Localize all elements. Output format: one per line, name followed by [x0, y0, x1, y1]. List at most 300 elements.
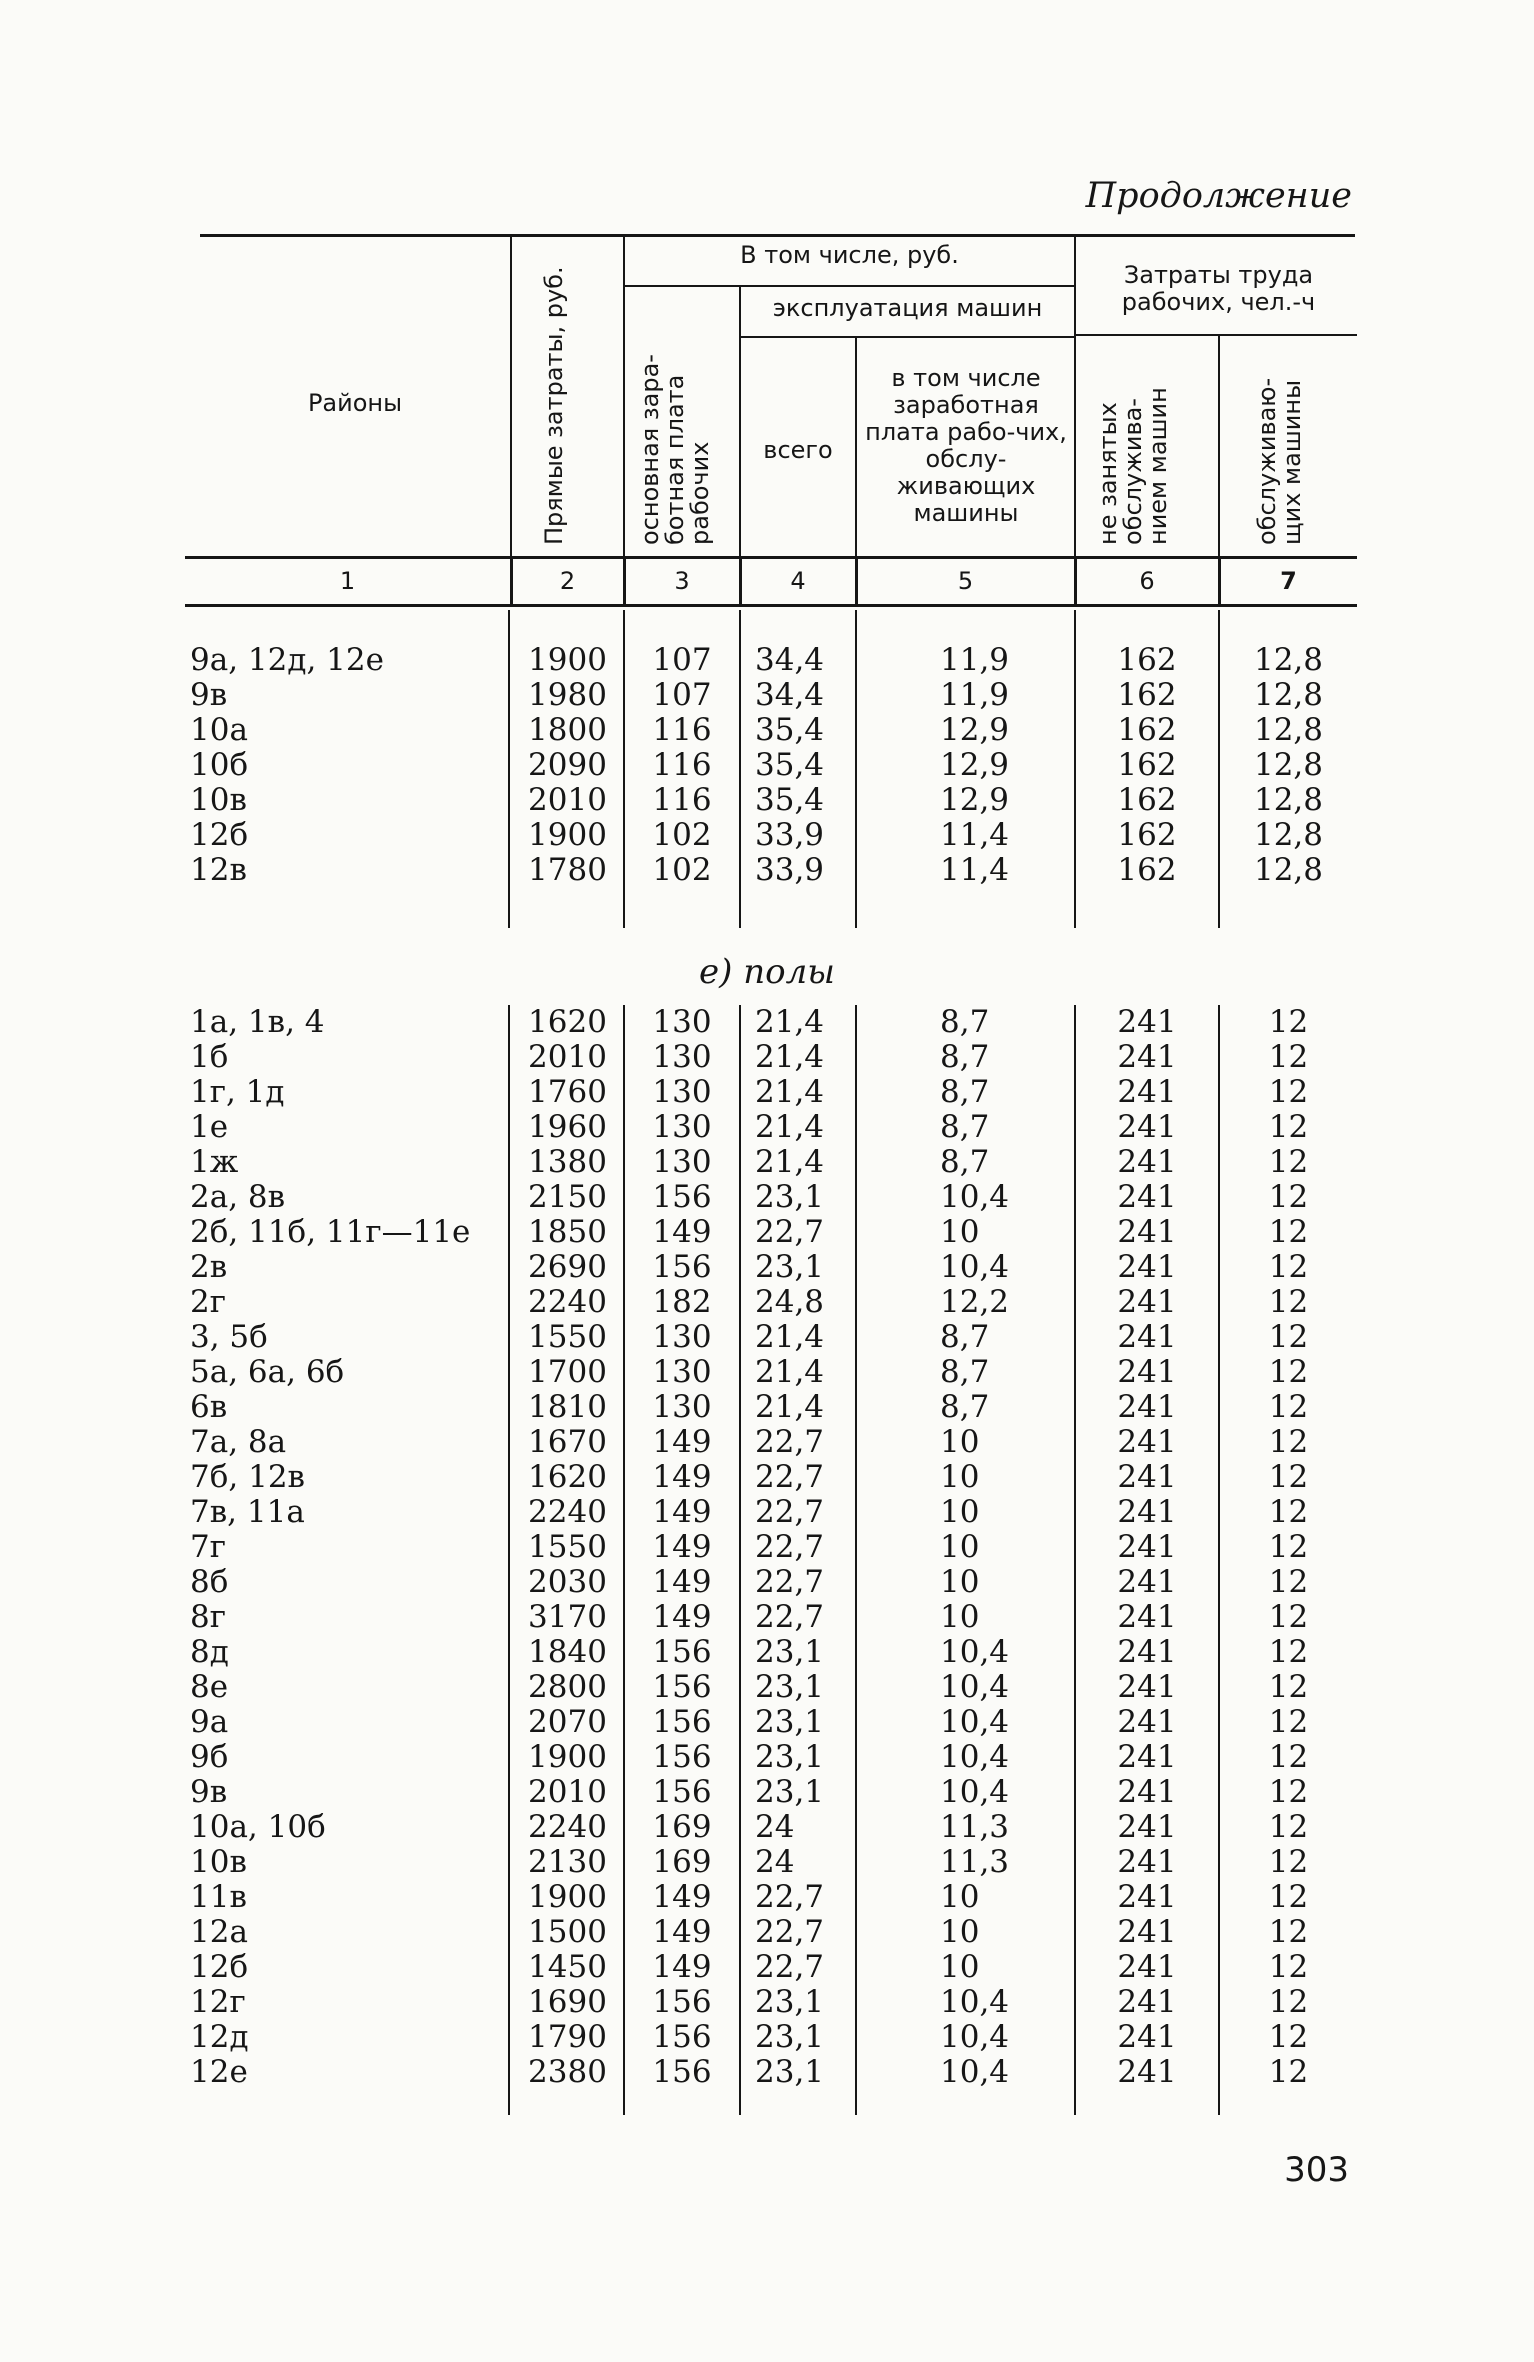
cell-labor-serving: 12,8 [1253, 852, 1324, 888]
table-row [185, 748, 1357, 783]
cell-district: 11в [190, 1879, 247, 1915]
cell-labor-not-serving: 241 [1117, 1634, 1177, 1670]
cell-machines-total: 21,4 [755, 1319, 825, 1355]
cell-machines-wage: 10,4 [940, 1704, 1010, 1740]
cell-base-wage: 149 [652, 1914, 712, 1950]
header-vline-3 [739, 287, 741, 556]
cell-machines-total: 21,4 [755, 1039, 825, 1075]
cell-machines-total: 21,4 [755, 1144, 825, 1180]
cell-district: 7б, 12в [190, 1459, 305, 1495]
cell-district: 6в [190, 1389, 228, 1425]
cell-labor-serving: 12 [1268, 1459, 1309, 1495]
cell-base-wage: 149 [652, 1879, 712, 1915]
cell-direct-costs: 1450 [528, 1949, 607, 1985]
cell-machines-wage: 10 [940, 1914, 980, 1950]
cell-machines-wage: 10,4 [940, 1739, 1010, 1775]
cell-labor-serving: 12 [1268, 1634, 1309, 1670]
cell-district: 12б [190, 817, 249, 853]
header-labor-group: Затраты труда рабочих, чел.-ч [1121, 261, 1316, 316]
cell-labor-serving: 12 [1268, 2054, 1309, 2090]
header-vline-6 [1218, 336, 1220, 556]
cell-base-wage: 149 [652, 1494, 712, 1530]
cell-district: 2г [190, 1284, 226, 1320]
cell-district: 1а, 1в, 4 [190, 1004, 325, 1040]
table-row [185, 1425, 1357, 1460]
cell-base-wage: 130 [652, 1144, 712, 1180]
header-incl-wage: в том числе заработная плата рабо-чих, обслу-живающих машины [865, 364, 1067, 527]
cell-labor-not-serving: 241 [1117, 1214, 1177, 1250]
cell-labor-not-serving: 241 [1117, 1879, 1177, 1915]
cell-base-wage: 156 [652, 2019, 712, 2055]
cell-labor-not-serving: 241 [1117, 1774, 1177, 1810]
header-serving: обслуживаю-щих машины [1253, 377, 1306, 545]
table-row [185, 1740, 1357, 1775]
cell-direct-costs: 1620 [528, 1004, 607, 1040]
cell-labor-serving: 12 [1268, 1319, 1309, 1355]
header-incl-group: В том числе, руб. [740, 241, 959, 269]
cell-machines-total: 33,9 [755, 852, 825, 888]
cell-district: 8е [190, 1669, 229, 1705]
cell-machines-wage: 8,7 [940, 1109, 990, 1145]
cell-labor-serving: 12 [1268, 1249, 1309, 1285]
table-row [185, 1985, 1357, 2020]
cell-labor-not-serving: 241 [1117, 1809, 1177, 1845]
cell-machines-wage: 10 [940, 1214, 980, 1250]
cell-base-wage: 102 [652, 852, 712, 888]
colnum-3: 3 [674, 567, 690, 595]
cell-labor-serving: 12 [1268, 1704, 1309, 1740]
cell-machines-total: 24 [755, 1844, 795, 1880]
cell-labor-not-serving: 162 [1117, 677, 1177, 713]
table-row [185, 1950, 1357, 1985]
cell-district: 9б [190, 1739, 229, 1775]
cell-base-wage: 107 [652, 642, 712, 678]
cell-labor-serving: 12 [1268, 1809, 1309, 1845]
cell-machines-wage: 8,7 [940, 1004, 990, 1040]
cell-machines-wage: 8,7 [940, 1389, 990, 1425]
cell-district: 9а, 12д, 12е [190, 642, 384, 678]
colnum-1: 1 [339, 567, 356, 595]
colnum-6: 6 [1139, 567, 1155, 595]
cell-machines-wage: 12,9 [940, 712, 1010, 748]
header-not-serving: не занятых обслужива-нием машин [1094, 387, 1172, 545]
cell-direct-costs: 1850 [528, 1214, 607, 1250]
cell-labor-not-serving: 241 [1117, 1354, 1177, 1390]
cell-machines-wage: 10,4 [940, 1774, 1010, 1810]
cell-district: 12б [190, 1949, 249, 1985]
cell-district: 1е [190, 1109, 229, 1145]
cell-machines-wage: 10,4 [940, 1634, 1010, 1670]
table-row [185, 853, 1357, 888]
cell-machines-wage: 10 [940, 1949, 980, 1985]
cell-labor-serving: 12 [1268, 1774, 1309, 1810]
cell-direct-costs: 2240 [528, 1284, 607, 1320]
cell-machines-total: 22,7 [755, 1459, 825, 1495]
cell-labor-not-serving: 162 [1117, 712, 1177, 748]
table-row [185, 643, 1357, 678]
table-row [185, 1810, 1357, 1845]
cell-base-wage: 156 [652, 1739, 712, 1775]
cell-base-wage: 156 [652, 1704, 712, 1740]
cell-direct-costs: 1700 [528, 1354, 607, 1390]
cell-base-wage: 149 [652, 1424, 712, 1460]
cell-base-wage: 130 [652, 1354, 712, 1390]
table-row [185, 1250, 1357, 1285]
cell-labor-serving: 12 [1268, 1494, 1309, 1530]
cell-base-wage: 149 [652, 1529, 712, 1565]
cell-labor-not-serving: 241 [1117, 1109, 1177, 1145]
cell-labor-serving: 12 [1268, 1914, 1309, 1950]
page-number: 303 [1284, 2150, 1349, 2190]
cell-machines-wage: 8,7 [940, 1074, 990, 1110]
table-row [185, 678, 1357, 713]
cell-direct-costs: 2130 [528, 1844, 607, 1880]
cell-direct-costs: 1980 [528, 677, 607, 713]
cell-district: 8б [190, 1564, 229, 1600]
table-row [185, 1040, 1357, 1075]
header-direct-costs: Прямые затраты, руб. [540, 266, 568, 545]
cell-machines-total: 22,7 [755, 1214, 825, 1250]
cell-machines-total: 22,7 [755, 1879, 825, 1915]
table-row [185, 713, 1357, 748]
cell-labor-not-serving: 162 [1117, 642, 1177, 678]
cell-labor-serving: 12,8 [1253, 817, 1324, 853]
cell-district: 1б [190, 1039, 229, 1075]
cell-base-wage: 182 [652, 1284, 712, 1320]
cell-base-wage: 156 [652, 1669, 712, 1705]
cell-labor-serving: 12,8 [1253, 782, 1324, 818]
cell-labor-not-serving: 241 [1117, 1459, 1177, 1495]
cell-direct-costs: 1800 [528, 712, 607, 748]
cell-machines-wage: 12,2 [940, 1284, 1010, 1320]
cell-district: 1г, 1д [190, 1074, 285, 1110]
cell-base-wage: 156 [652, 1179, 712, 1215]
cell-direct-costs: 2800 [528, 1669, 607, 1705]
cell-machines-total: 23,1 [755, 2054, 825, 2090]
table-top-rule [200, 234, 1355, 237]
cell-direct-costs: 2240 [528, 1809, 607, 1845]
cell-district: 3, 5б [190, 1319, 268, 1355]
cell-labor-serving: 12,8 [1253, 642, 1324, 678]
cell-base-wage: 102 [652, 817, 712, 853]
cell-base-wage: 156 [652, 1774, 712, 1810]
cell-district: 8г [190, 1599, 226, 1635]
cell-machines-total: 23,1 [755, 1739, 825, 1775]
cell-machines-wage: 11,4 [940, 852, 1010, 888]
cell-labor-serving: 12 [1268, 1879, 1309, 1915]
cell-direct-costs: 1550 [528, 1529, 607, 1565]
cell-labor-serving: 12 [1268, 1739, 1309, 1775]
cell-labor-not-serving: 241 [1117, 1599, 1177, 1635]
cell-labor-not-serving: 241 [1117, 1074, 1177, 1110]
section-title-floors: е) полы [699, 952, 835, 992]
header-vline-5 [1074, 236, 1076, 556]
table-row [185, 1390, 1357, 1425]
cell-labor-serving: 12 [1268, 1984, 1309, 2020]
cell-machines-total: 34,4 [755, 677, 825, 713]
cell-machines-wage: 11,9 [940, 642, 1010, 678]
cell-labor-serving: 12 [1268, 1109, 1309, 1145]
cell-direct-costs: 1500 [528, 1914, 607, 1950]
cell-district: 5а, 6а, 6б [190, 1354, 345, 1390]
cell-direct-costs: 1690 [528, 1984, 607, 2020]
cell-direct-costs: 1760 [528, 1074, 607, 1110]
cell-labor-not-serving: 241 [1117, 1144, 1177, 1180]
table-row [185, 1075, 1357, 1110]
cell-labor-serving: 12 [1268, 1669, 1309, 1705]
cell-base-wage: 156 [652, 1984, 712, 2020]
cell-labor-not-serving: 241 [1117, 1669, 1177, 1705]
rule-under-labor [1076, 334, 1357, 336]
cell-labor-not-serving: 241 [1117, 1494, 1177, 1530]
cell-machines-total: 23,1 [755, 1249, 825, 1285]
table-row [185, 1845, 1357, 1880]
cell-base-wage: 156 [652, 2054, 712, 2090]
cell-district: 12а [190, 1914, 248, 1950]
cell-labor-serving: 12 [1268, 1599, 1309, 1635]
cell-machines-total: 22,7 [755, 1914, 825, 1950]
table-row [185, 1565, 1357, 1600]
cell-base-wage: 149 [652, 1214, 712, 1250]
cell-machines-wage: 8,7 [940, 1319, 990, 1355]
cell-labor-not-serving: 241 [1117, 1179, 1177, 1215]
cell-machines-wage: 10,4 [940, 2054, 1010, 2090]
cell-base-wage: 149 [652, 1599, 712, 1635]
header-vline-1 [510, 236, 512, 556]
cell-labor-not-serving: 162 [1117, 817, 1177, 853]
table-row [185, 1285, 1357, 1320]
header-base-wage: основная зара-ботная плата рабочих [636, 354, 714, 545]
cell-direct-costs: 1960 [528, 1109, 607, 1145]
cell-machines-total: 35,4 [755, 782, 825, 818]
cell-labor-not-serving: 241 [1117, 1039, 1177, 1075]
table-row [185, 1880, 1357, 1915]
cell-base-wage: 107 [652, 677, 712, 713]
cell-district: 10в [190, 1844, 247, 1880]
cell-machines-wage: 11,4 [940, 817, 1010, 853]
cell-direct-costs: 1900 [528, 1739, 607, 1775]
cell-district: 2б, 11б, 11г—11е [190, 1214, 471, 1250]
cell-direct-costs: 1670 [528, 1424, 607, 1460]
cell-labor-not-serving: 241 [1117, 1984, 1177, 2020]
cell-direct-costs: 2090 [528, 747, 607, 783]
cell-machines-total: 21,4 [755, 1074, 825, 1110]
cell-machines-total: 21,4 [755, 1389, 825, 1425]
table-row [185, 783, 1357, 818]
cell-labor-serving: 12,8 [1253, 677, 1324, 713]
table-row [185, 1600, 1357, 1635]
cell-direct-costs: 2070 [528, 1704, 607, 1740]
cell-machines-wage: 10 [940, 1879, 980, 1915]
cell-machines-wage: 11,9 [940, 677, 1010, 713]
cell-labor-not-serving: 241 [1117, 1319, 1177, 1355]
cell-labor-serving: 12 [1268, 1004, 1309, 1040]
cell-direct-costs: 2150 [528, 1179, 607, 1215]
cell-base-wage: 130 [652, 1039, 712, 1075]
cell-labor-not-serving: 241 [1117, 2019, 1177, 2055]
cell-direct-costs: 2010 [528, 782, 607, 818]
cell-base-wage: 116 [652, 747, 712, 783]
header-machines-group: эксплуатация машин [772, 294, 1043, 322]
header-districts: Районы [307, 389, 403, 417]
cell-machines-total: 23,1 [755, 1669, 825, 1705]
cell-machines-wage: 10 [940, 1494, 980, 1530]
cell-labor-not-serving: 241 [1117, 1914, 1177, 1950]
cell-labor-serving: 12 [1268, 1179, 1309, 1215]
table-row [185, 1495, 1357, 1530]
cell-machines-wage: 10,4 [940, 1984, 1010, 2020]
table-row [185, 1005, 1357, 1040]
cell-direct-costs: 2240 [528, 1494, 607, 1530]
cell-machines-total: 21,4 [755, 1109, 825, 1145]
cell-labor-not-serving: 241 [1117, 1739, 1177, 1775]
cell-machines-wage: 10 [940, 1424, 980, 1460]
cell-machines-wage: 12,9 [940, 747, 1010, 783]
cell-direct-costs: 2380 [528, 2054, 607, 2090]
cell-direct-costs: 2690 [528, 1249, 607, 1285]
cell-base-wage: 149 [652, 1459, 712, 1495]
cell-machines-total: 23,1 [755, 2019, 825, 2055]
cell-labor-serving: 12 [1268, 1214, 1309, 1250]
cell-district: 12г [190, 1984, 246, 2020]
table-row [185, 1145, 1357, 1180]
cell-labor-serving: 12 [1268, 1389, 1309, 1425]
cell-machines-total: 24 [755, 1809, 795, 1845]
rule-under-machines [741, 336, 1074, 338]
cell-district: 10в [190, 782, 247, 818]
cell-machines-total: 23,1 [755, 1984, 825, 2020]
cell-machines-total: 23,1 [755, 1774, 825, 1810]
colnum-7: 7 [1280, 567, 1297, 595]
cell-labor-not-serving: 241 [1117, 2054, 1177, 2090]
cell-direct-costs: 1900 [528, 1879, 607, 1915]
cell-labor-serving: 12,8 [1253, 712, 1324, 748]
cell-labor-not-serving: 241 [1117, 1424, 1177, 1460]
cell-labor-not-serving: 241 [1117, 1949, 1177, 1985]
cell-base-wage: 116 [652, 712, 712, 748]
cell-machines-wage: 10 [940, 1564, 980, 1600]
cell-labor-not-serving: 241 [1117, 1529, 1177, 1565]
cell-direct-costs: 2010 [528, 1774, 607, 1810]
cell-labor-not-serving: 241 [1117, 1249, 1177, 1285]
cell-machines-wage: 8,7 [940, 1354, 990, 1390]
cell-machines-wage: 12,9 [940, 782, 1010, 818]
cell-machines-total: 22,7 [755, 1599, 825, 1635]
table-row [185, 1775, 1357, 1810]
cell-labor-not-serving: 241 [1117, 1004, 1177, 1040]
cell-labor-serving: 12 [1268, 2019, 1309, 2055]
header-vline-2 [623, 236, 625, 556]
cell-direct-costs: 1790 [528, 2019, 607, 2055]
cell-machines-total: 21,4 [755, 1004, 825, 1040]
cell-machines-total: 23,1 [755, 1179, 825, 1215]
table-row [185, 2055, 1357, 2090]
cell-machines-wage: 10 [940, 1459, 980, 1495]
table-row [185, 1110, 1357, 1145]
cell-direct-costs: 1840 [528, 1634, 607, 1670]
cell-district: 10б [190, 747, 249, 783]
cell-base-wage: 169 [652, 1809, 712, 1845]
cell-district: 9а [190, 1704, 229, 1740]
cell-machines-wage: 11,3 [940, 1809, 1010, 1845]
cell-machines-wage: 10 [940, 1529, 980, 1565]
cell-labor-not-serving: 241 [1117, 1564, 1177, 1600]
cell-machines-wage: 11,3 [940, 1844, 1010, 1880]
cell-labor-serving: 12 [1268, 1074, 1309, 1110]
cell-labor-not-serving: 241 [1117, 1844, 1177, 1880]
cell-base-wage: 130 [652, 1319, 712, 1355]
cell-base-wage: 149 [652, 1949, 712, 1985]
table-row [185, 2020, 1357, 2055]
cell-base-wage: 130 [652, 1074, 712, 1110]
cell-machines-total: 35,4 [755, 747, 825, 783]
cell-machines-wage: 10 [940, 1599, 980, 1635]
table-row [185, 1215, 1357, 1250]
cell-machines-total: 22,7 [755, 1424, 825, 1460]
table-row [185, 1180, 1357, 1215]
cell-base-wage: 169 [652, 1844, 712, 1880]
cell-machines-total: 22,7 [755, 1494, 825, 1530]
cell-machines-total: 35,4 [755, 712, 825, 748]
cell-direct-costs: 1900 [528, 817, 607, 853]
header-vline-4 [855, 338, 857, 556]
cell-machines-wage: 8,7 [940, 1039, 990, 1075]
cell-direct-costs: 1810 [528, 1389, 607, 1425]
colnum-5: 5 [957, 567, 974, 595]
cell-labor-serving: 12 [1268, 1844, 1309, 1880]
cell-district: 10а [190, 712, 248, 748]
cell-machines-wage: 10,4 [940, 2019, 1010, 2055]
cell-direct-costs: 1900 [528, 642, 607, 678]
cell-machines-wage: 10,4 [940, 1249, 1010, 1285]
rule-below-numbers [185, 604, 1357, 607]
cell-district: 9в [190, 677, 228, 713]
cell-labor-serving: 12 [1268, 1529, 1309, 1565]
cell-base-wage: 149 [652, 1564, 712, 1600]
cell-district: 12д [190, 2019, 249, 2055]
table-row [185, 1635, 1357, 1670]
cell-machines-total: 21,4 [755, 1354, 825, 1390]
cell-labor-serving: 12 [1268, 1284, 1309, 1320]
cell-base-wage: 130 [652, 1109, 712, 1145]
continuation-label: Продолжение [1085, 176, 1352, 216]
cell-district: 10а, 10б [190, 1809, 326, 1845]
cell-district: 7г [190, 1529, 226, 1565]
cell-machines-total: 33,9 [755, 817, 825, 853]
table-row [185, 1460, 1357, 1495]
cell-district: 8д [190, 1634, 229, 1670]
cell-labor-not-serving: 241 [1117, 1704, 1177, 1740]
cell-labor-serving: 12 [1268, 1039, 1309, 1075]
cell-labor-not-serving: 162 [1117, 782, 1177, 818]
cell-district: 9в [190, 1774, 228, 1810]
cell-labor-serving: 12 [1268, 1144, 1309, 1180]
cell-labor-not-serving: 241 [1117, 1284, 1177, 1320]
rule-under-incl [625, 285, 1074, 287]
header-total: всего [763, 436, 833, 464]
colnum-4: 4 [790, 567, 806, 595]
cell-labor-serving: 12 [1268, 1424, 1309, 1460]
cell-machines-total: 22,7 [755, 1529, 825, 1565]
table-row [185, 1915, 1357, 1950]
cell-direct-costs: 1780 [528, 852, 607, 888]
cell-direct-costs: 2010 [528, 1039, 607, 1075]
cell-labor-not-serving: 241 [1117, 1389, 1177, 1425]
table-row [185, 1670, 1357, 1705]
cell-machines-wage: 10,4 [940, 1669, 1010, 1705]
cell-district: 12е [190, 2054, 248, 2090]
cell-direct-costs: 1550 [528, 1319, 607, 1355]
